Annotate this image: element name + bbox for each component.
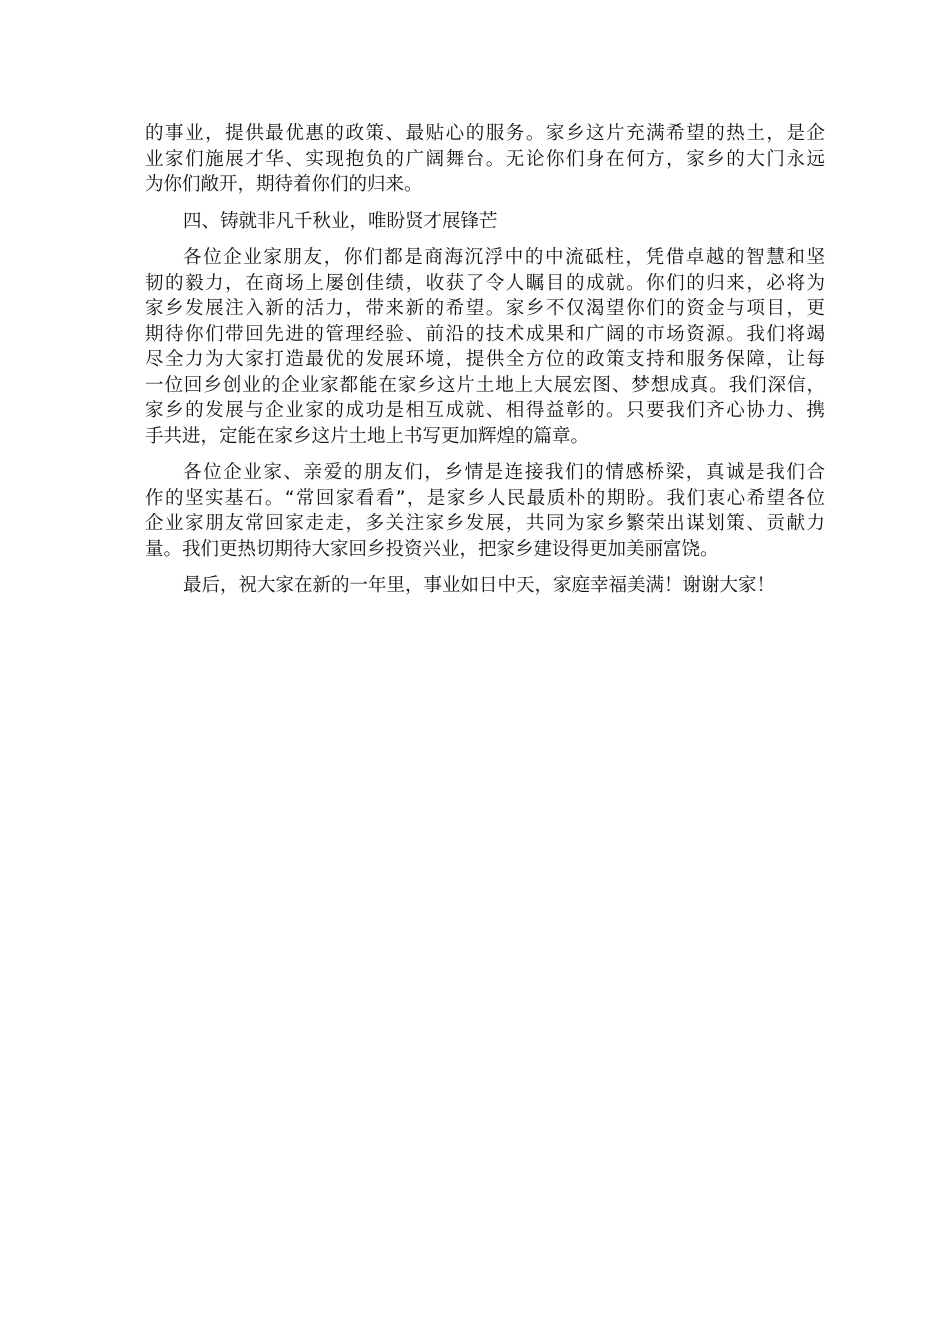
paragraph-entrepreneurs bbox=[145, 245, 825, 449]
text-line: 各位企业家、亲爱的朋友们，乡情是连接我们的情感桥梁，真诚是我们合 bbox=[183, 462, 825, 483]
paragraph-hometown bbox=[145, 460, 825, 562]
section-heading bbox=[145, 209, 825, 235]
text-line: 一位回乡创业的企业家都能在家乡这片土地上大展宏图、梦想成真。我们深信， bbox=[145, 374, 825, 396]
heading-text: 四、铸就非凡千秋业，唯盼贤才展锋芒 bbox=[183, 210, 498, 232]
text-line: 为你们敞开，期待着你们的归来。 bbox=[145, 174, 423, 195]
paragraph-closing bbox=[145, 573, 825, 599]
document-body bbox=[145, 121, 825, 599]
text-line: 业家们施展才华、实现抱负的广阔舞台。无论你们身在何方，家乡的大门永远 bbox=[145, 148, 825, 170]
text-line: 手共进，定能在家乡这片土地上书写更加辉煌的篇章。 bbox=[145, 425, 590, 447]
text-line: 家乡的发展与企业家的成功是相互成就、相得益彰的。只要我们齐心协力、携 bbox=[145, 400, 825, 421]
paragraph-continuation bbox=[145, 121, 825, 198]
text-line: 各位企业家朋友，你们都是商海沉浮中的中流砥柱，凭借卓越的智慧和坚 bbox=[183, 247, 825, 268]
text-line: 企业家朋友常回家走走，多关注家乡发展，共同为家乡繁荣出谋划策、贡献力 bbox=[145, 513, 825, 534]
text-line: 量。我们更热切期待大家回乡投资兴业，把家乡建设得更加美丽富饶。 bbox=[145, 538, 719, 560]
text-line: 韧的毅力，在商场上屡创佳绩，收获了令人瞩目的成就。你们的归来，必将为 bbox=[145, 272, 825, 294]
text-line: 家乡发展注入新的活力，带来新的希望。家乡不仅渴望你们的资金与项目，更 bbox=[145, 298, 825, 319]
text-line: 作的坚实基石。“常回家看看”，是家乡人民最质朴的期盼。我们衷心希望各位 bbox=[145, 487, 825, 509]
text-line: 的事业，提供最优惠的政策、最贴心的服务。家乡这片充满希望的热土，是企 bbox=[145, 123, 825, 144]
text-line: 最后，祝大家在新的一年里，事业如日中天，家庭幸福美满！谢谢大家！ bbox=[183, 575, 776, 596]
text-line: 尽全力为大家打造最优的发展环境，提供全方位的政策支持和服务保障，让每 bbox=[145, 349, 825, 370]
text-line: 期待你们带回先进的管理经验、前沿的技术成果和广阔的市场资源。我们将竭 bbox=[145, 323, 825, 345]
